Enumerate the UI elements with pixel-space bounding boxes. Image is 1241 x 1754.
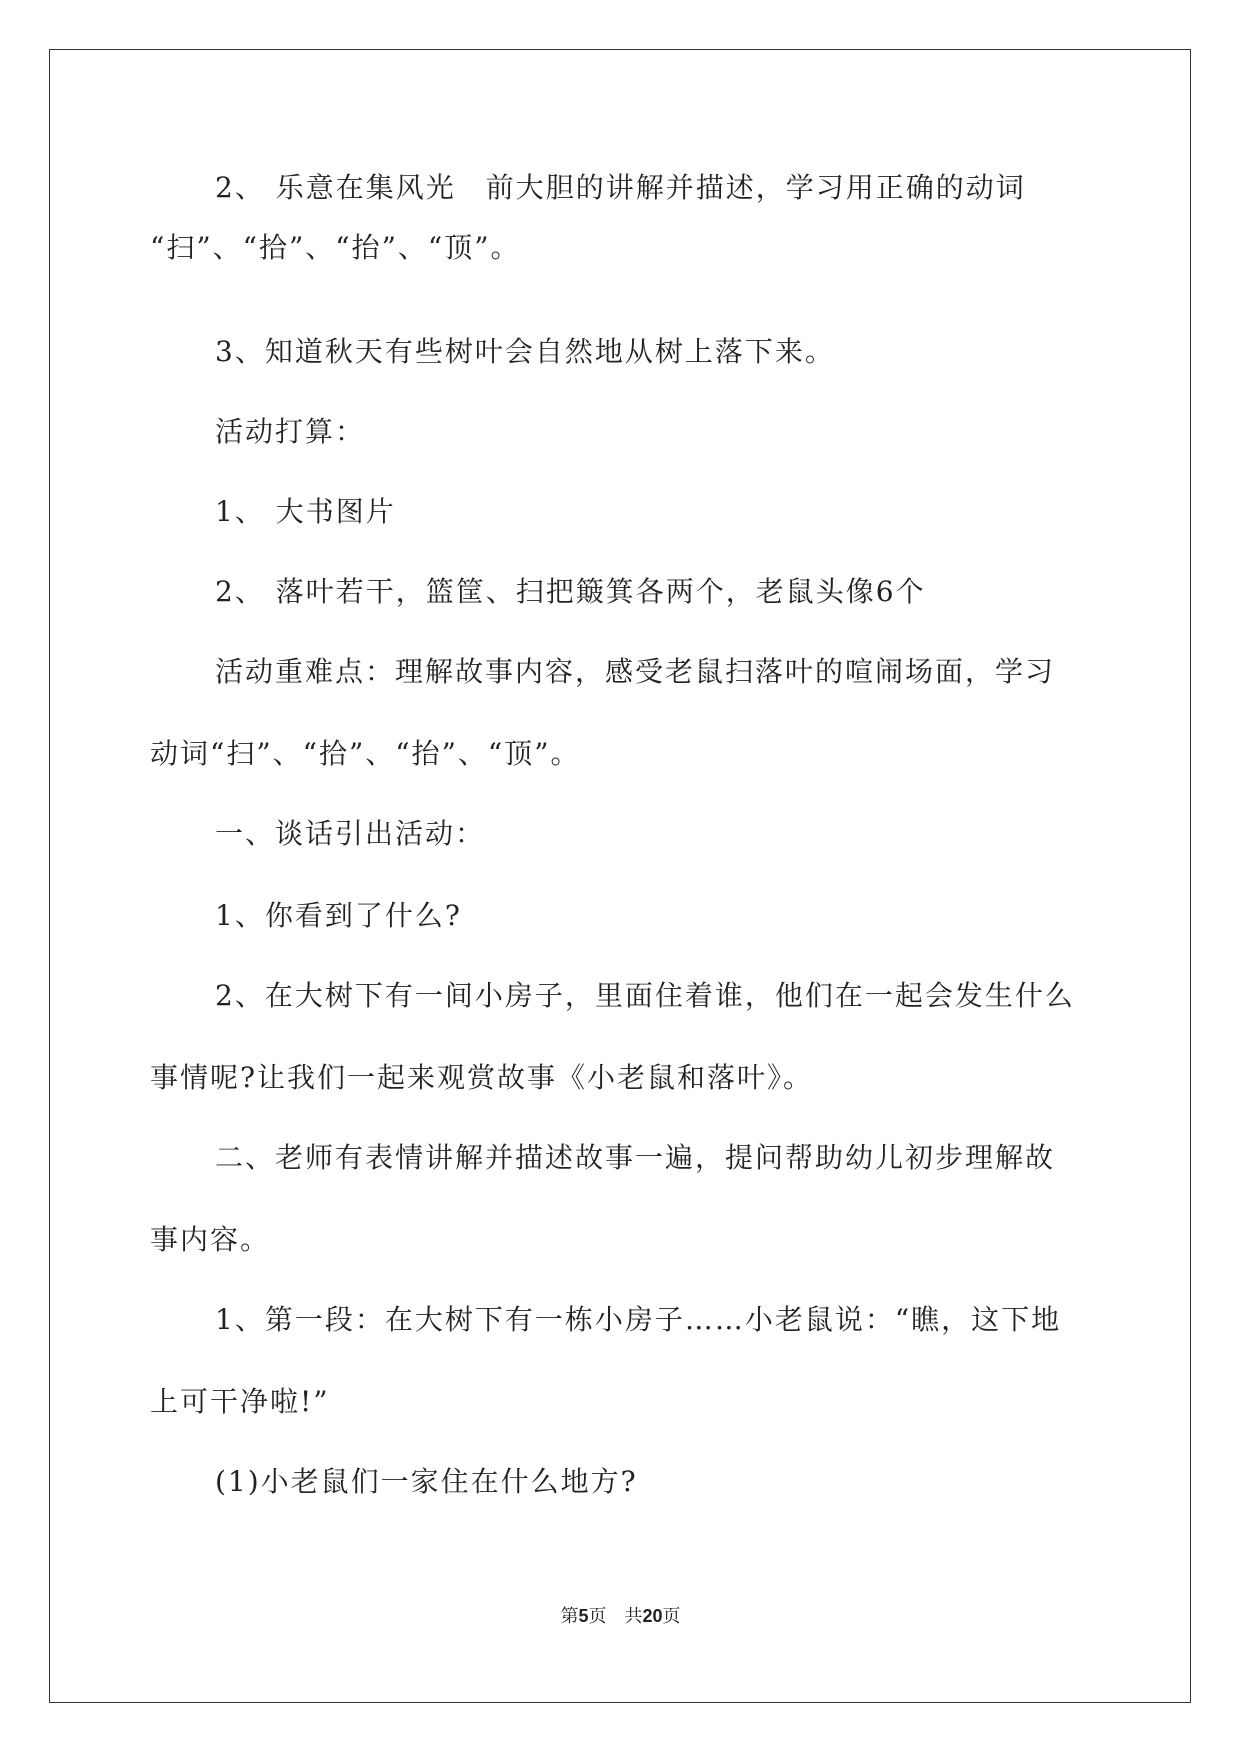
text-line: (1)小老鼠们一家住在什么地方? [215, 1465, 638, 1498]
page-border [49, 49, 1191, 1703]
text-line: 1、 大书图片 [215, 495, 396, 528]
text-line: 1、你看到了什么? [215, 899, 462, 932]
footer-prefix: 第 [560, 1606, 579, 1627]
text-line: 动词“扫”、“拾”、“抬”、“顶”。 [150, 737, 581, 770]
text-line: 上可干净啦!” [150, 1385, 330, 1418]
page-footer [0, 1604, 1241, 1629]
text-line: 事情呢?让我们一起来观赏故事《小老鼠和落叶》。 [150, 1061, 814, 1094]
text-line: 一、谈话引出活动： [215, 817, 486, 850]
text-line: 2、在大树下有一间小房子，里面住着谁，他们在一起会发生什么 [215, 979, 1075, 1012]
text-line: 二、老师有表情讲解并描述故事一遍，提问帮助幼儿初步理解故 [215, 1141, 1056, 1174]
text-line: 1、第一段：在大树下有一栋小房子……小老鼠说：“瞧，这下地 [215, 1303, 1062, 1336]
total-page-number: 20 [642, 1606, 663, 1626]
text-line: 2、 乐意在集风光 前大胆的讲解并描述，学习用正确的动词 [215, 171, 1026, 204]
text-line: 活动重难点：理解故事内容，感受老鼠扫落叶的喧闹场面，学习 [215, 655, 1056, 688]
text-line: 3、知道秋天有些树叶会自然地从树上落下来。 [215, 335, 835, 368]
current-page-number: 5 [578, 1606, 589, 1626]
text-line: 活动打算： [215, 415, 366, 448]
text-line: 2、 落叶若干，篮筐、扫把簸箕各两个，老鼠头像6个 [215, 575, 926, 608]
footer-suffix: 页 [662, 1606, 681, 1627]
text-line: “扫”、“拾”、“抬”、“顶”。 [150, 231, 521, 264]
text-line: 事内容。 [150, 1223, 271, 1256]
footer-mid: 页 共 [588, 1606, 643, 1627]
